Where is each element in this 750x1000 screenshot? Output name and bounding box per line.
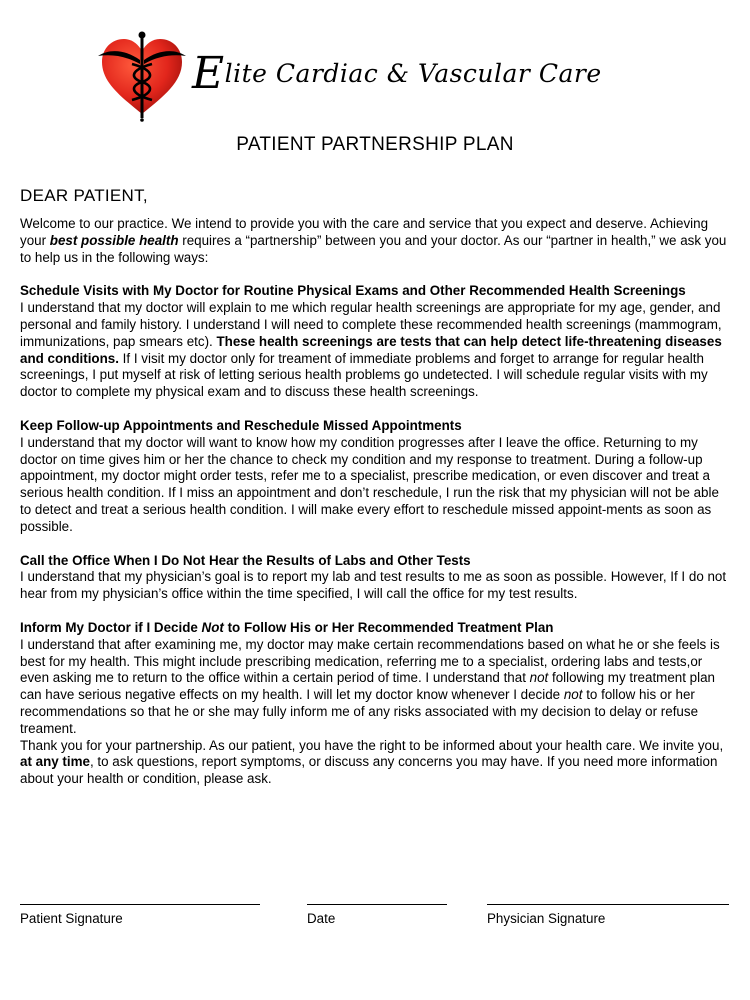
section-heading: Schedule Visits with My Doctor for Routine Physical Exams and Other Recommended Health Screenings bbox=[20, 283, 686, 299]
section-follow-up bbox=[20, 418, 732, 536]
section-screenings bbox=[20, 283, 732, 401]
intro-paragraph: Welcome to our practice. We intend to provide you with the care and service that you expect and deserve. Achieving your best possible health requires a “partnership” between you and your doctor. As our “partner in health,” we ask you to help us in the following ways: bbox=[20, 216, 727, 265]
section-text: I understand that my doctor will explain to me which regular health screenings are appropriate for my age, gender, and personal and family history. I understand I will need to complete these recommended health screenings (mammogram, immunizations, pap smears etc). These health screenings are tests that can help detect life-threatening diseases and conditions. If I visit my doctor only for treament of immediate problems and forget to arrange for regular health screenings, I put myself at risk of letting serious health problems go undetected. I will schedule regular visits with my doctor to complete my physical exam and to discuss these health screenings. bbox=[20, 300, 722, 400]
date-label: Date bbox=[307, 911, 336, 926]
heart-caduceus-icon bbox=[96, 30, 188, 122]
brand-name: Elite Cardiac & Vascular Care bbox=[192, 48, 602, 99]
date-line[interactable] bbox=[307, 904, 447, 926]
section-treatment-plan bbox=[20, 620, 732, 738]
patient-signature-label: Patient Signature bbox=[20, 911, 123, 926]
section-heading: Keep Follow-up Appointments and Reschedule Missed Appointments bbox=[20, 417, 462, 433]
page-title: PATIENT PARTNERSHIP PLAN bbox=[236, 134, 514, 155]
section-text: I understand that my physician’s goal is to report my lab and test results to me as soon as possible. However, If I do not hear from my physician’s office within the time specified, I will call the office for my test results. bbox=[20, 569, 727, 602]
section-test-results bbox=[20, 553, 732, 603]
section-text: I understand that my doctor will want to know how my condition progresses after I leave the office. Returning to my doctor on time gives him or her the chance to check my condition and my response to treatment. During a follow-up appointment, my doctor might order tests, refer me to a specialist, prescribe medication, or even discover and treat a serious health condition. If I miss an appointment and don’t reschedule, I run the risk that my physician will not be able to detect and treat a serious health condition. I will make every effort to reschedule missed appoint-ments as soon as possible. bbox=[20, 434, 719, 534]
patient-signature-line[interactable] bbox=[20, 904, 260, 926]
physician-signature-line[interactable] bbox=[487, 904, 729, 926]
closing-paragraph: Thank you for your partnership. As our patient, you have the right to be informed about your health care. We invite you, at any time, to ask questions, report symptoms, or discuss any concerns you may have. If you need more information about your health or condition, please ask. bbox=[20, 737, 724, 787]
physician-signature-label: Physician Signature bbox=[487, 911, 606, 926]
letterhead bbox=[96, 30, 602, 122]
section-heading: Inform My Doctor if I Decide Not to Follow His or Her Recommended Treatment Plan bbox=[20, 619, 554, 635]
letter-body bbox=[20, 216, 732, 788]
section-heading: Call the Office When I Do Not Hear the Results of Labs and Other Tests bbox=[20, 552, 471, 568]
greeting: DEAR PATIENT, bbox=[20, 186, 148, 205]
section-text: I understand that after examining me, my doctor may make certain recommendations based on what he or she feels is best for my health. This might include prescribing medication, referring me to a specialist, ordering labs and tests,or even asking me to return to the office within a certain period of time. I understand that not following my treatment plan can have serious negative effects on my health. I will let my doctor know whenever I decide not to follow his or her recommendations so that he or she may fully inform me of any risks associated with my decision to delay or refuse treament. bbox=[20, 636, 720, 736]
